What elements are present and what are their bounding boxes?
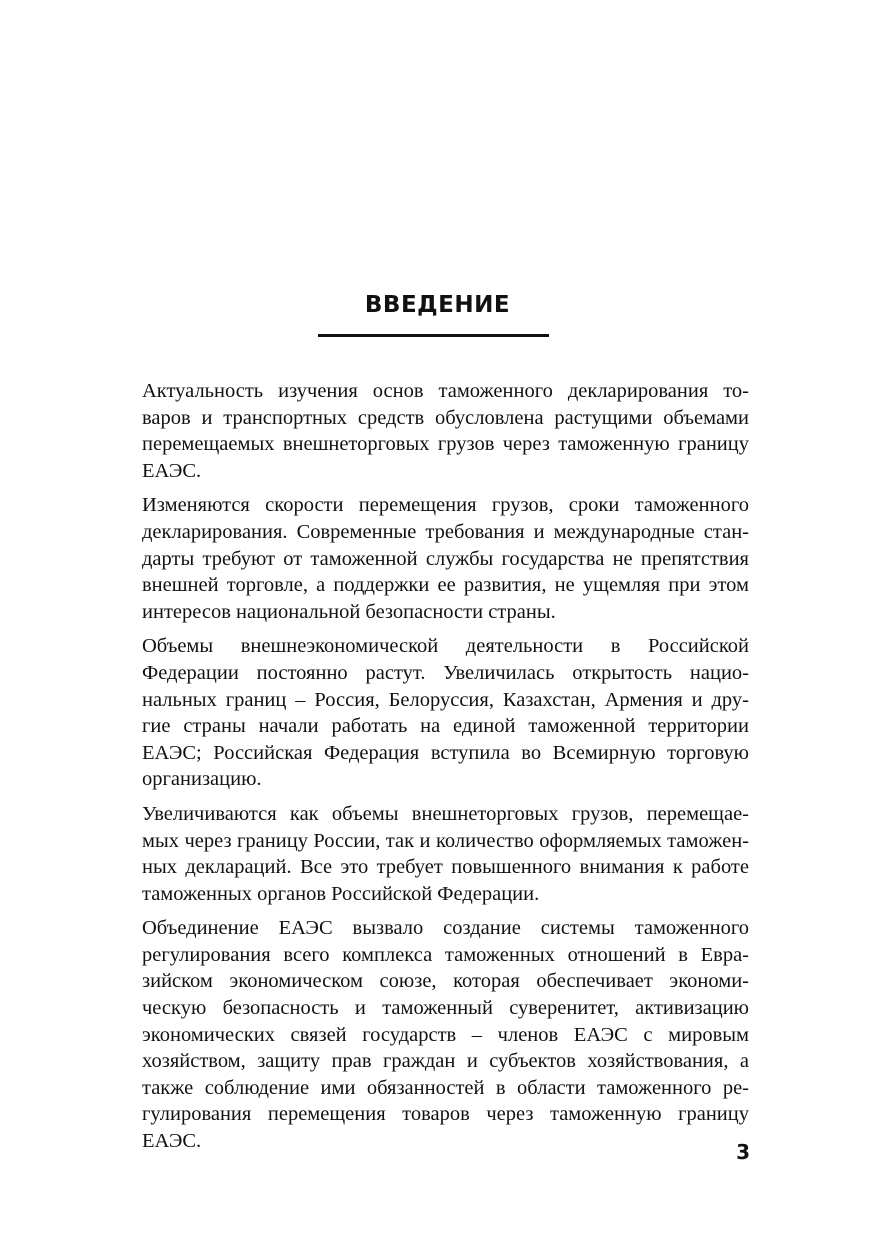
text-line: ЕАЭС.: [142, 459, 202, 482]
text-line: Изменяются скорости перемещения грузов, сроки таможенного: [142, 494, 749, 517]
paragraph-2: [113, 492, 749, 625]
text-line: варов и транспортных средств обусловлена растущими объемами: [142, 406, 749, 429]
text-line: также соблюдение ими обязанностей в области таможенного ре-: [142, 1076, 749, 1099]
text-line: внешней торговле, а поддержки ее развития, не ущемляя при этом: [142, 574, 749, 597]
text-line: Увеличиваются как объемы внешнеторговых грузов, перемещае-: [142, 802, 749, 825]
text-line: Объемы внешнеэкономической деятельности в Российской: [142, 635, 749, 658]
title-underline: [318, 334, 549, 337]
paragraph-4: [113, 801, 749, 907]
text-line: зийском экономическом союзе, которая обеспечивает экономи-: [142, 970, 749, 993]
text-line: интересов национальной безопасности страны.: [142, 600, 556, 623]
text-line: Федерации постоянно растут. Увеличилась открытость нацио-: [142, 661, 749, 684]
text-line: таможенных органов Российской Федерации.: [142, 882, 540, 905]
text-line: организацию.: [142, 768, 262, 791]
text-line: ных деклараций. Все это требует повышенного внимания к работе: [142, 856, 749, 879]
text-line: нальных границ – Россия, Белоруссия, Казахстан, Армения и дру-: [142, 688, 749, 711]
text-line: ЕАЭС.: [142, 1130, 202, 1153]
text-line: гие страны начали работать на единой таможенной территории: [142, 715, 749, 738]
text-line: ЕАЭС; Российская Федерация вступила во Всемирную торговую: [142, 741, 749, 764]
paragraph-1: [113, 378, 749, 484]
text-line: регулирования всего комплекса таможенных отношений в Евра-: [142, 943, 749, 966]
text-line: мых через границу России, так и количество оформляемых таможен-: [142, 829, 749, 852]
text-line: дарты требуют от таможенной службы государства не препятствия: [142, 547, 749, 570]
text-line: экономических связей государств – членов ЕАЭС с мировым: [142, 1023, 749, 1046]
body-text: [113, 378, 749, 1163]
text-line: перемещаемых внешнеторговых грузов через таможенную границу: [142, 433, 749, 456]
text-line: хозяйством, защиту прав граждан и субъектов хозяйствования, а: [142, 1050, 749, 1073]
text-line: гулирования перемещения товаров через таможенную границу: [142, 1103, 749, 1126]
text-line: Объединение ЕАЭС вызвало создание системы таможенного: [142, 917, 749, 940]
text-line: Актуальность изучения основ таможенного декларирования то-: [142, 380, 749, 402]
page-number: 3: [736, 1140, 750, 1164]
paragraph-3: [113, 633, 749, 793]
text-line: декларирования. Современные требования и международные стан-: [142, 520, 749, 543]
page-title: ВВЕДЕНИЕ: [364, 292, 511, 318]
paragraph-5: [113, 915, 749, 1154]
text-line: ческую безопасность и таможенный суверенитет, активизацию: [142, 997, 749, 1020]
